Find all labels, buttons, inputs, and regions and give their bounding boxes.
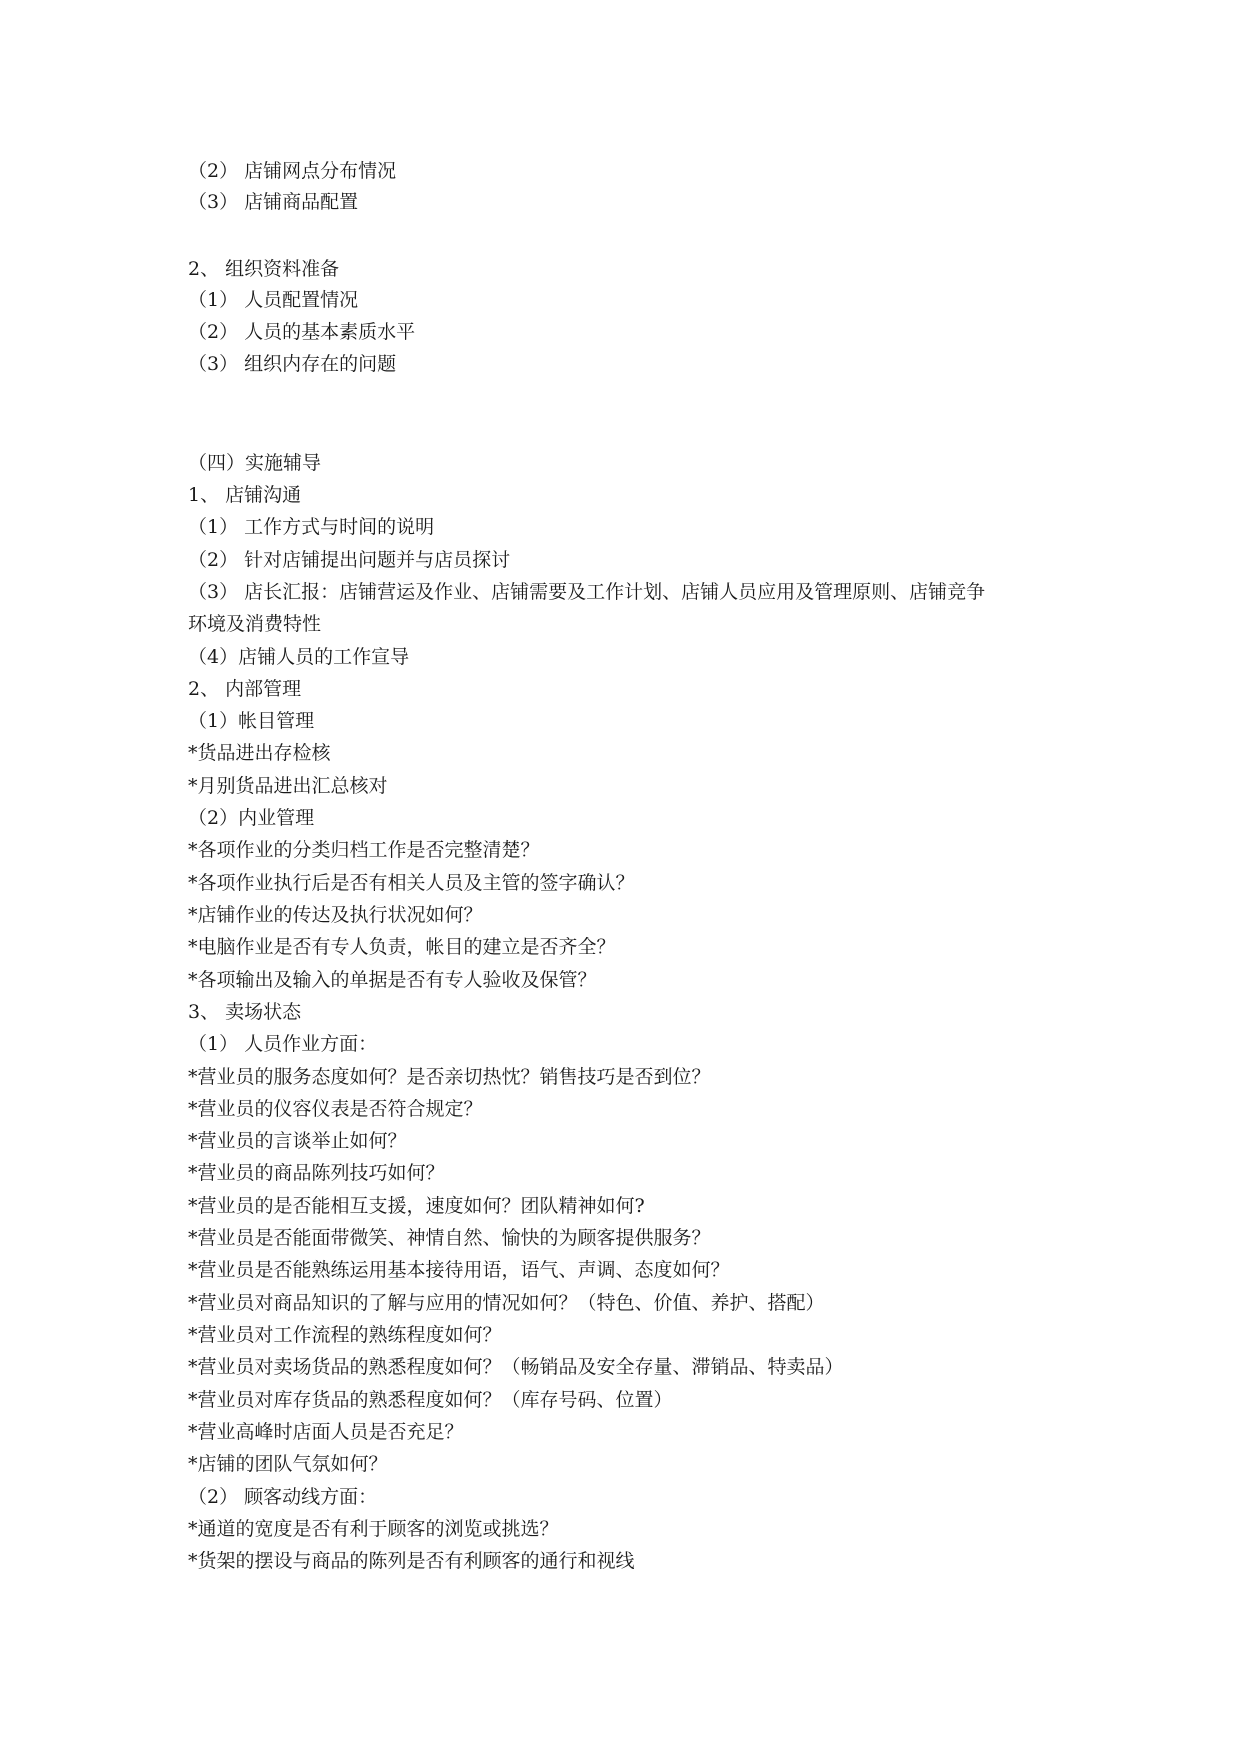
text-line: （2） 人员的基本素质水平 [188, 321, 416, 343]
text-line: *电脑作业是否有专人负责，帐目的建立是否齐全？ [188, 936, 616, 958]
text-line: *营业员对工作流程的熟练程度如何？ [188, 1324, 502, 1346]
text-line: 2、 组织资料准备 [188, 258, 340, 280]
text-line: （3） 组织内存在的问题 [188, 353, 397, 375]
text-line: *营业员对卖场货品的熟悉程度如何？（畅销品及安全存量、滞销品、特卖品） [188, 1356, 844, 1378]
text-line: *营业员的商品陈列技巧如何？ [188, 1162, 445, 1184]
text-line: *营业员的是否能相互支援，速度如何？团队精神如何? [188, 1195, 645, 1217]
text-line: *各项作业的分类归档工作是否完整清楚？ [188, 839, 540, 861]
text-line: 2、 内部管理 [188, 678, 302, 700]
text-line: *货架的摆设与商品的陈列是否有利顾客的通行和视线 [188, 1550, 635, 1572]
text-line: （1）帐目管理 [188, 710, 315, 732]
text-line: *营业员的言谈举止如何？ [188, 1130, 407, 1152]
text-line: （1） 人员配置情况 [188, 289, 359, 311]
text-line: *通道的宽度是否有利于顾客的浏览或挑选？ [188, 1518, 559, 1540]
text-line: （1） 工作方式与时间的说明 [188, 516, 435, 538]
text-line: （2） 顾客动线方面： [188, 1486, 378, 1508]
text-line: *各项输出及输入的单据是否有专人验收及保管？ [188, 969, 597, 991]
text-line: 1、 店铺沟通 [188, 484, 302, 506]
text-line: *营业员是否能面带微笑、神情自然、愉快的为顾客提供服务？ [188, 1227, 711, 1249]
text-line: （1） 人员作业方面： [188, 1033, 378, 1055]
text-line: 3、 卖场状态 [188, 1001, 302, 1023]
text-line: *营业员对库存货品的熟悉程度如何？（库存号码、位置） [188, 1389, 673, 1411]
text-line: *营业员是否能熟练运用基本接待用语，语气、声调、态度如何？ [188, 1259, 730, 1281]
text-line: *营业高峰时店面人员是否充足？ [188, 1421, 464, 1443]
text-line: 环境及消费特性 [188, 613, 322, 635]
text-line: （3） 店长汇报：店铺营运及作业、店铺需要及工作计划、店铺人员应用及管理原则、店铺竞争 [188, 581, 986, 603]
text-line: *各项作业执行后是否有相关人员及主管的签字确认？ [188, 872, 635, 894]
section-heading: （四）实施辅导 [188, 452, 322, 474]
text-line: *月别货品进出汇总核对 [188, 775, 388, 797]
text-line: *营业员对商品知识的了解与应用的情况如何？（特色、价值、养护、搭配） [188, 1292, 825, 1314]
text-line: （4）店铺人员的工作宣导 [188, 646, 410, 668]
text-line: （2） 店铺网点分布情况 [188, 160, 397, 182]
text-line: *货品进出存检核 [188, 742, 331, 764]
text-line: （2）内业管理 [188, 807, 315, 829]
text-line: （2） 针对店铺提出问题并与店员探讨 [188, 549, 511, 571]
text-line: *营业员的仪容仪表是否符合规定？ [188, 1098, 483, 1120]
text-line: *营业员的服务态度如何？是否亲切热忱？销售技巧是否到位？ [188, 1066, 711, 1088]
text-line: （3） 店铺商品配置 [188, 191, 359, 213]
text-line: *店铺的团队气氛如何？ [188, 1453, 388, 1475]
text-line: *店铺作业的传达及执行状况如何？ [188, 904, 483, 926]
